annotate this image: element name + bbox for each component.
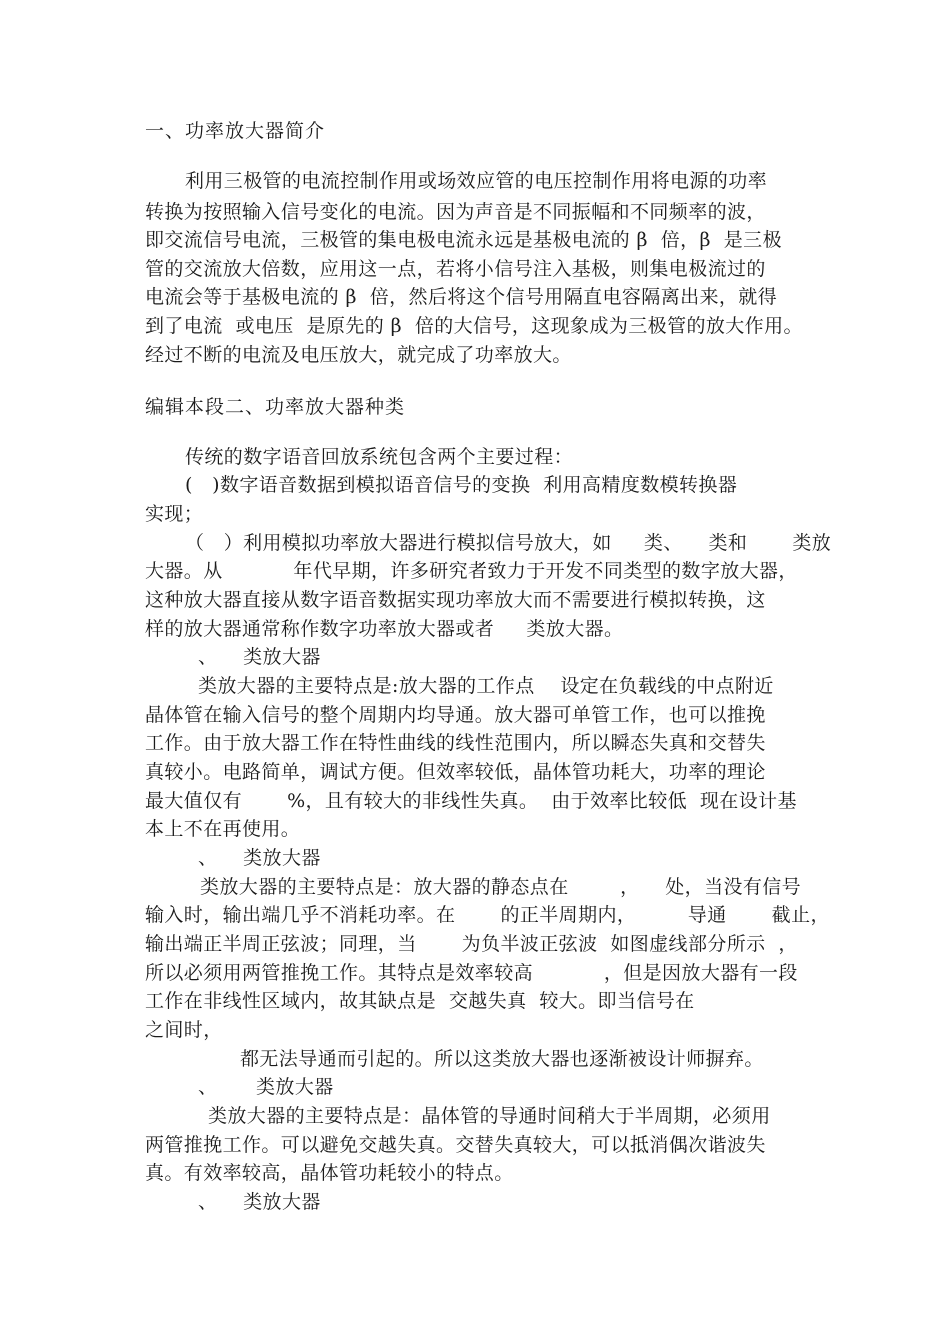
paragraph-line: 本上不在再使用。: [145, 818, 301, 840]
paragraph-line: ( )数字语音数据到模拟语音信号的变换 利用高精度数模转换器: [185, 474, 738, 496]
paragraph-line: （ ）利用模拟功率放大器进行模拟信号放大，如 类、 类和 类放: [185, 532, 832, 554]
paragraph-line: 晶体管在输入信号的整个周期内均导通。放大器可单管工作，也可以推挽: [145, 704, 766, 726]
subsection-title-class-b: 、 类放大器: [198, 847, 321, 869]
paragraph-line: 样的放大器通常称作数字功率放大器或者 类放大器。: [145, 618, 624, 640]
paragraph-line: 输入时，输出端几乎不消耗功率。在 的正半周期内， 导通 截止，: [145, 904, 830, 926]
paragraph-line: 管的交流放大倍数，应用这一点，若将小信号注入基极，则集电极流过的: [145, 258, 766, 280]
paragraph-line: 真较小。电路简单，调试方便。但效率较低，晶体管功耗大，功率的理论: [145, 761, 766, 783]
paragraph-line: 工作。由于放大器工作在特性曲线的线性范围内，所以瞬态失真和交替失: [145, 732, 766, 754]
section-heading-types: 编辑本段二、功率放大器种类: [145, 396, 406, 418]
paragraph-line: 都无法导通而引起的。所以这类放大器也逐渐被设计师摒弃。: [240, 1048, 764, 1070]
paragraph-line: 类放大器的主要特点是:放大器的工作点 设定在负载线的中点附近: [198, 675, 774, 697]
paragraph-line: 即交流信号电流，三极管的集电极电流永远是基极电流的 β 倍，β 是三极: [145, 229, 782, 251]
paragraph-line: 传统的数字语音回放系统包含两个主要过程：: [185, 446, 574, 468]
subsection-title-class-ab: 、 类放大器: [198, 1076, 334, 1098]
paragraph-line: 之间时，: [145, 1019, 223, 1041]
paragraph-line: 经过不断的电流及电压放大，就完成了功率放大。: [145, 344, 572, 366]
paragraph-line: 两管推挽工作。可以避免交越失真。交替失真较大，可以抵消偶次谐波失: [145, 1134, 766, 1156]
paragraph-line: 大器。从 年代早期，许多研究者致力于开发不同类型的数字放大器，: [145, 560, 798, 582]
paragraph-line: 最大值仅有 %，且有较大的非线性失真。 由于效率比较低 现在设计基: [145, 790, 797, 812]
paragraph-line: 输出端正半周正弦波；同理，当 为负半波正弦波 如图虚线部分所示 ，: [145, 933, 798, 955]
paragraph-line: 所以必须用两管推挽工作。其特点是效率较高 ，但是因放大器有一段: [145, 962, 798, 984]
paragraph-line: 这种放大器直接从数字语音数据实现功率放大而不需要进行模拟转换，这: [145, 589, 766, 611]
paragraph-line: 类放大器的主要特点是：放大器的静态点在 ， 处，当没有信号: [200, 876, 802, 898]
subsection-title-next-class: 、 类放大器: [198, 1191, 321, 1213]
subsection-title-class-a: 、 类放大器: [198, 646, 321, 668]
paragraph-line: 电流会等于基极电流的 β 倍，然后将这个信号用隔直电容隔离出来，就得: [145, 286, 778, 308]
paragraph-line: 真。有效率较高，晶体管功耗较小的特点。: [145, 1162, 514, 1184]
paragraph-line: 类放大器的主要特点是：晶体管的导通时间稍大于半周期，必须用: [208, 1105, 771, 1127]
paragraph-line: 工作在非线性区域内，故其缺点是 交越失真 较大。即当信号在: [145, 990, 695, 1012]
section-heading-intro: 一、功率放大器简介: [145, 120, 326, 142]
paragraph-line: 转换为按照输入信号变化的电流。因为声音是不同振幅和不同频率的波，: [145, 201, 766, 223]
paragraph-line: 利用三极管的电流控制作用或场效应管的电压控制作用将电源的功率: [185, 170, 768, 192]
paragraph-line: 到了电流 或电压 是原先的 β 倍的大信号，这现象成为三极管的放大作用。: [145, 315, 803, 337]
paragraph-line: 实现；: [145, 503, 204, 525]
